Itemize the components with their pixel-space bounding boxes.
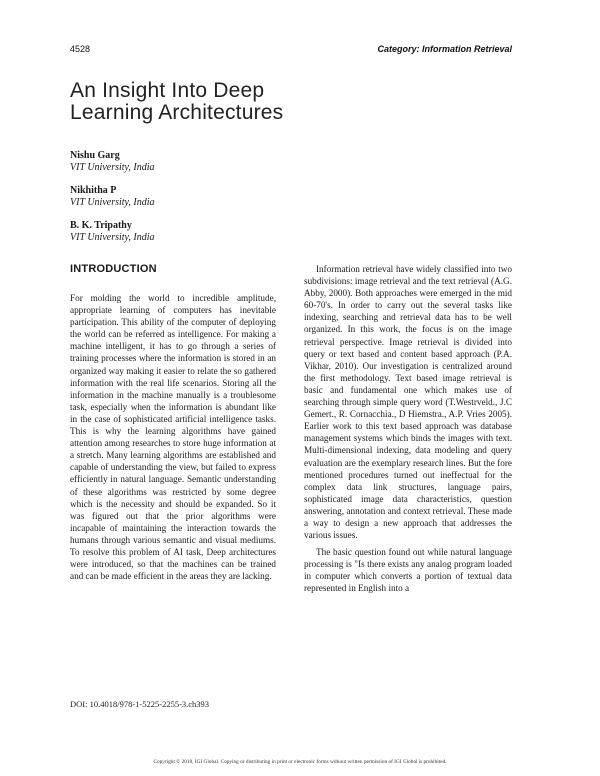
author-affiliation: VIT University, India [70,197,155,208]
right-column [304,263,512,595]
body-paragraph-1: Information retrieval have widely classified into two subdivisions: image retrieval and the text retrieval (A.G. Abby, 2000). Both approaches were emerged in the mid 60-70's. In order to carry out the several tasks like indexing, searching and retrieval data has to be well organized. In this work, the focus is on the image retrieval perspective. Image retrieval is divided into query or text based and content based approach (P.A. Vikhar, 2010). Our investigation is centralized around the first methodology. Text based image retrieval is basic and fundamental one which makes use of searching through simple query word (T.Westrveld., J.C Gemert., R. Cornacchia., D Hiemstra., A.P. Vries 2005). Earlier work to this text based approach was database management systems which binds the images with text. Multi-dimensional indexing, data modeling and query evaluation are the exemplary research lines. But the fore mentioned procedures turned out ineffectual for the complex data link structures, language pairs, sophisticated image data characteristics, question answering, annotation and context retrieval. These made a way to design a new approach that addresses the various issues. [304,264,512,541]
author [70,185,155,209]
introduction-heading: INTRODUCTION [70,263,157,275]
body-paragraph-2: The basic question found out while natural language processing is "Is there exists any analog program loaded in computer which converts a portion of textual data represented in English into a [304,547,512,594]
copyright-notice: Copyright © 2018, IGI Global. Copying or distributing in print or electronic forms without written permission of IGI Global is prohibited. [153,759,447,765]
author-name: Nikhitha P [70,185,117,196]
author-affiliation: VIT University, India [70,232,155,243]
author-name: B. K. Tripathy [70,220,132,231]
left-column [70,263,276,582]
author [70,220,155,244]
author-list [70,150,155,255]
author-affiliation: VIT University, India [70,162,155,173]
author [70,150,155,174]
introduction-paragraph: For molding the world to incredible amplitude, appropriate learning of computers has inevitable participation. This ability of the computer of deploying the world can be referred as intelligence. For making a machine intelligent, it has to go through a series of training processes where the information is stored in an organized way making it easier to relate the so gathered information with the real life scenarios. Storing all the information in the machine manually is a troublesome task, especially when the information is abundant like in the case of sophisticated artificial intelligence tasks. This is why the learning algorithms have gained attention among researches to store huge information at a stretch. Many learning algorithms are established and capable of understanding the view, but failed to express efficiently in natural language. Semantic understanding of these algorithms was restricted by some degree which is the necessity and should be expanded. So it was figured out that the prior algorithms were incapable of maintaining the interaction towards the humans through various semantic and visual mediums. To resolve this problem of AI task, Deep architectures were introduced, so that the machines can be trained and can be made efficient in the areas they are lacking. [70,293,276,582]
doi-line: DOI: 10.4018/978-1-5225-2255-3.ch393 [70,699,210,709]
chapter-title [70,80,283,124]
author-name: Nishu Garg [70,150,120,161]
page-number: 4528 [70,44,91,54]
title-line-2: Learning Architectures [70,101,284,124]
title-line-1: An Insight Into Deep [70,79,265,102]
category-label: Category: Information Retrieval [377,44,512,54]
